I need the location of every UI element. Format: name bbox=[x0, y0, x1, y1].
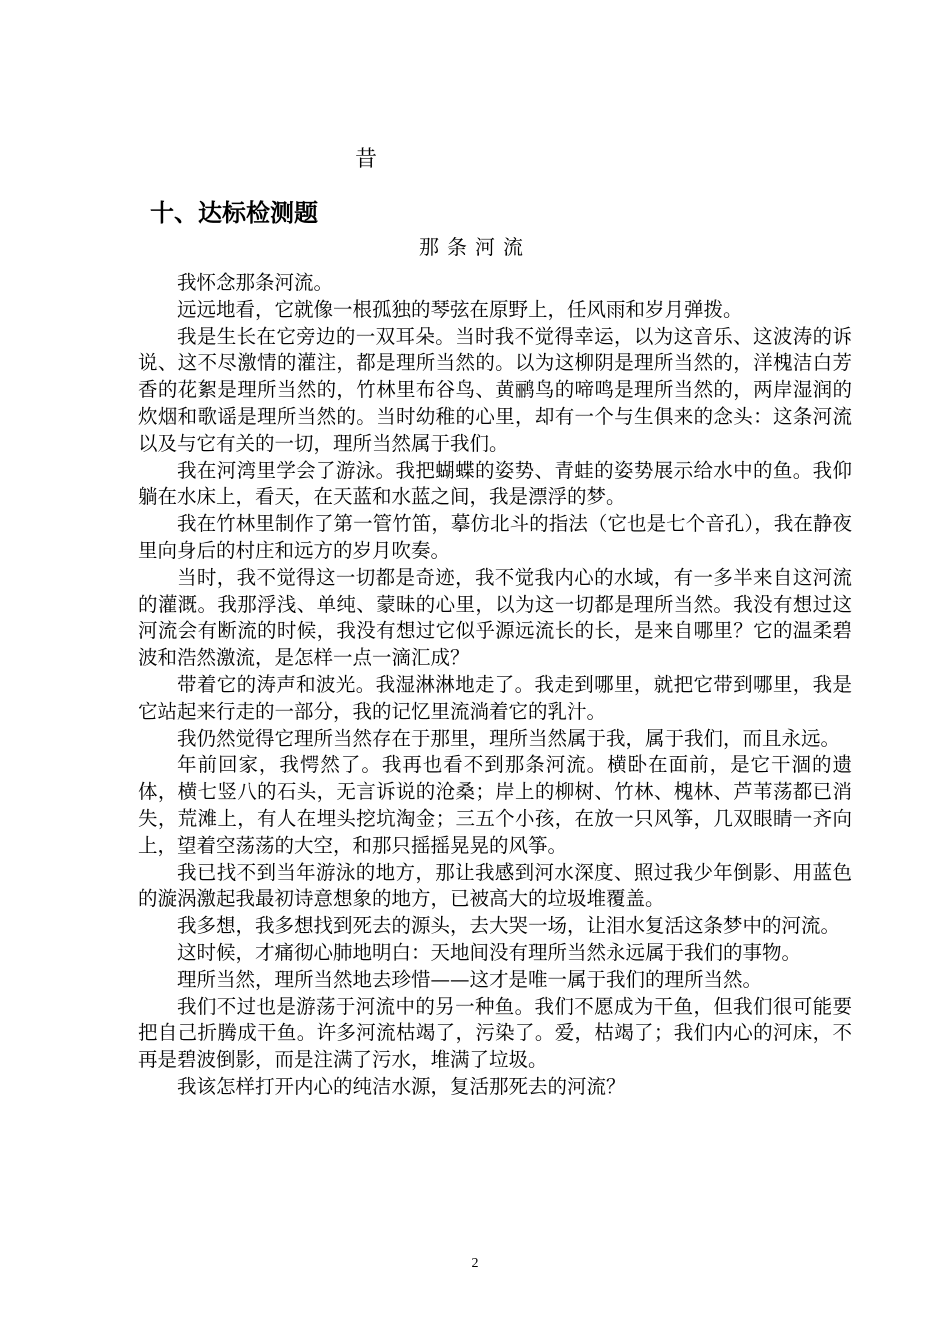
paragraph: 理所当然，理所当然地去珍惜——这才是唯一属于我们的理所当然。 bbox=[177, 967, 763, 991]
paragraph: 我在河湾里学会了游泳。我把蝴蝶的姿势、青蛙的姿势展示给水中的鱼。我仰躺在水床上，看天，在天蓝和水蓝之间，我是漂浮的梦。 bbox=[138, 458, 852, 509]
paragraph: 带着它的涛声和波光。我湿淋淋地走了。我走到哪里，就把它带到哪里，我是它站起来行走的一部分，我的记忆里流淌着它的乳汁。 bbox=[138, 672, 852, 723]
page-number: 2 bbox=[471, 1256, 479, 1271]
section-heading: 十、达标检测题 bbox=[150, 199, 318, 227]
passage-title: 那条河流 bbox=[419, 235, 531, 259]
paragraph: 我在竹林里制作了第一管竹笛，摹仿北斗的指法（它也是七个音孔），我在静夜里向身后的村庄和远方的岁月吹奏。 bbox=[138, 512, 852, 562]
paragraph: 我已找不到当年游泳的地方，那让我感到河水深度、照过我少年倒影、用蓝色的漩涡激起我最初诗意想象的地方，已被高大的垃圾堆覆盖。 bbox=[138, 860, 852, 911]
top-character: 昔 bbox=[355, 147, 378, 172]
paragraph: 我仍然觉得它理所当然存在于那里，理所当然属于我，属于我们，而且永远。 bbox=[177, 726, 841, 750]
paragraph: 远远地看，它就像一根孤独的琴弦在原野上，任风雨和岁月弹拨。 bbox=[177, 297, 743, 321]
passage-body bbox=[138, 270, 852, 1101]
paragraph: 我是生长在它旁边的一双耳朵。当时我不觉得幸运，以为这音乐、这波涛的诉说、这不尽激情的灌注，都是理所当然的。以为这柳阴是理所当然的，洋槐洁白芳香的花絮是理所当然的，竹林里布谷鸟、黄鹂鸟的啼鸣是理所当然的，两岸湿润的炊烟和歌谣是理所当然的。当时幼稚的心里，却有一个与生俱来的念头：这条河流以及与它有关的一切，理所当然属于我们。 bbox=[138, 324, 852, 455]
paragraph: 年前回家，我愕然了。我再也看不到那条河流。横卧在面前，是它干涸的遗体，横七竖八的石头，无言诉说的沧桑；岸上的柳树、竹林、槐林、芦苇荡都已消失，荒滩上，有人在埋头挖坑淘金；三五个小孩，在放一只风筝，几双眼睛一齐向上，望着空荡荡的大空，和那只摇摇晃晃的风筝。 bbox=[138, 753, 852, 857]
paragraph: 我们不过也是游荡于河流中的另一种鱼。我们不愿成为干鱼，但我们很可能要把自己折腾成干鱼。许多河流枯竭了，污染了。爱，枯竭了；我们内心的河床，不再是碧波倒影，而是注满了污水，堆满了垃圾。 bbox=[138, 994, 852, 1072]
paragraph: 我多想，我多想找到死去的源头，去大哭一场，让泪水复活这条梦中的河流。 bbox=[177, 914, 841, 938]
paragraph: 我怀念那条河流。 bbox=[177, 271, 334, 294]
paragraph: 当时，我不觉得这一切都是奇迹，我不觉我内心的水域，有一多半来自这河流的灌溉。我那浮浅、单纯、蒙昧的心里，以为这一切都是理所当然。我没有想过这河流会有断流的时候，我没有想过它似乎源远流长的长，是来自哪里？它的温柔碧波和浩然激流，是怎样一点一滴汇成？ bbox=[138, 565, 852, 670]
paragraph: 我该怎样打开内心的纯洁水源，复活那死去的河流？ bbox=[177, 1074, 626, 1098]
paragraph: 这时候，才痛彻心肺地明白：天地间没有理所当然永远属于我们的事物。 bbox=[177, 940, 802, 964]
